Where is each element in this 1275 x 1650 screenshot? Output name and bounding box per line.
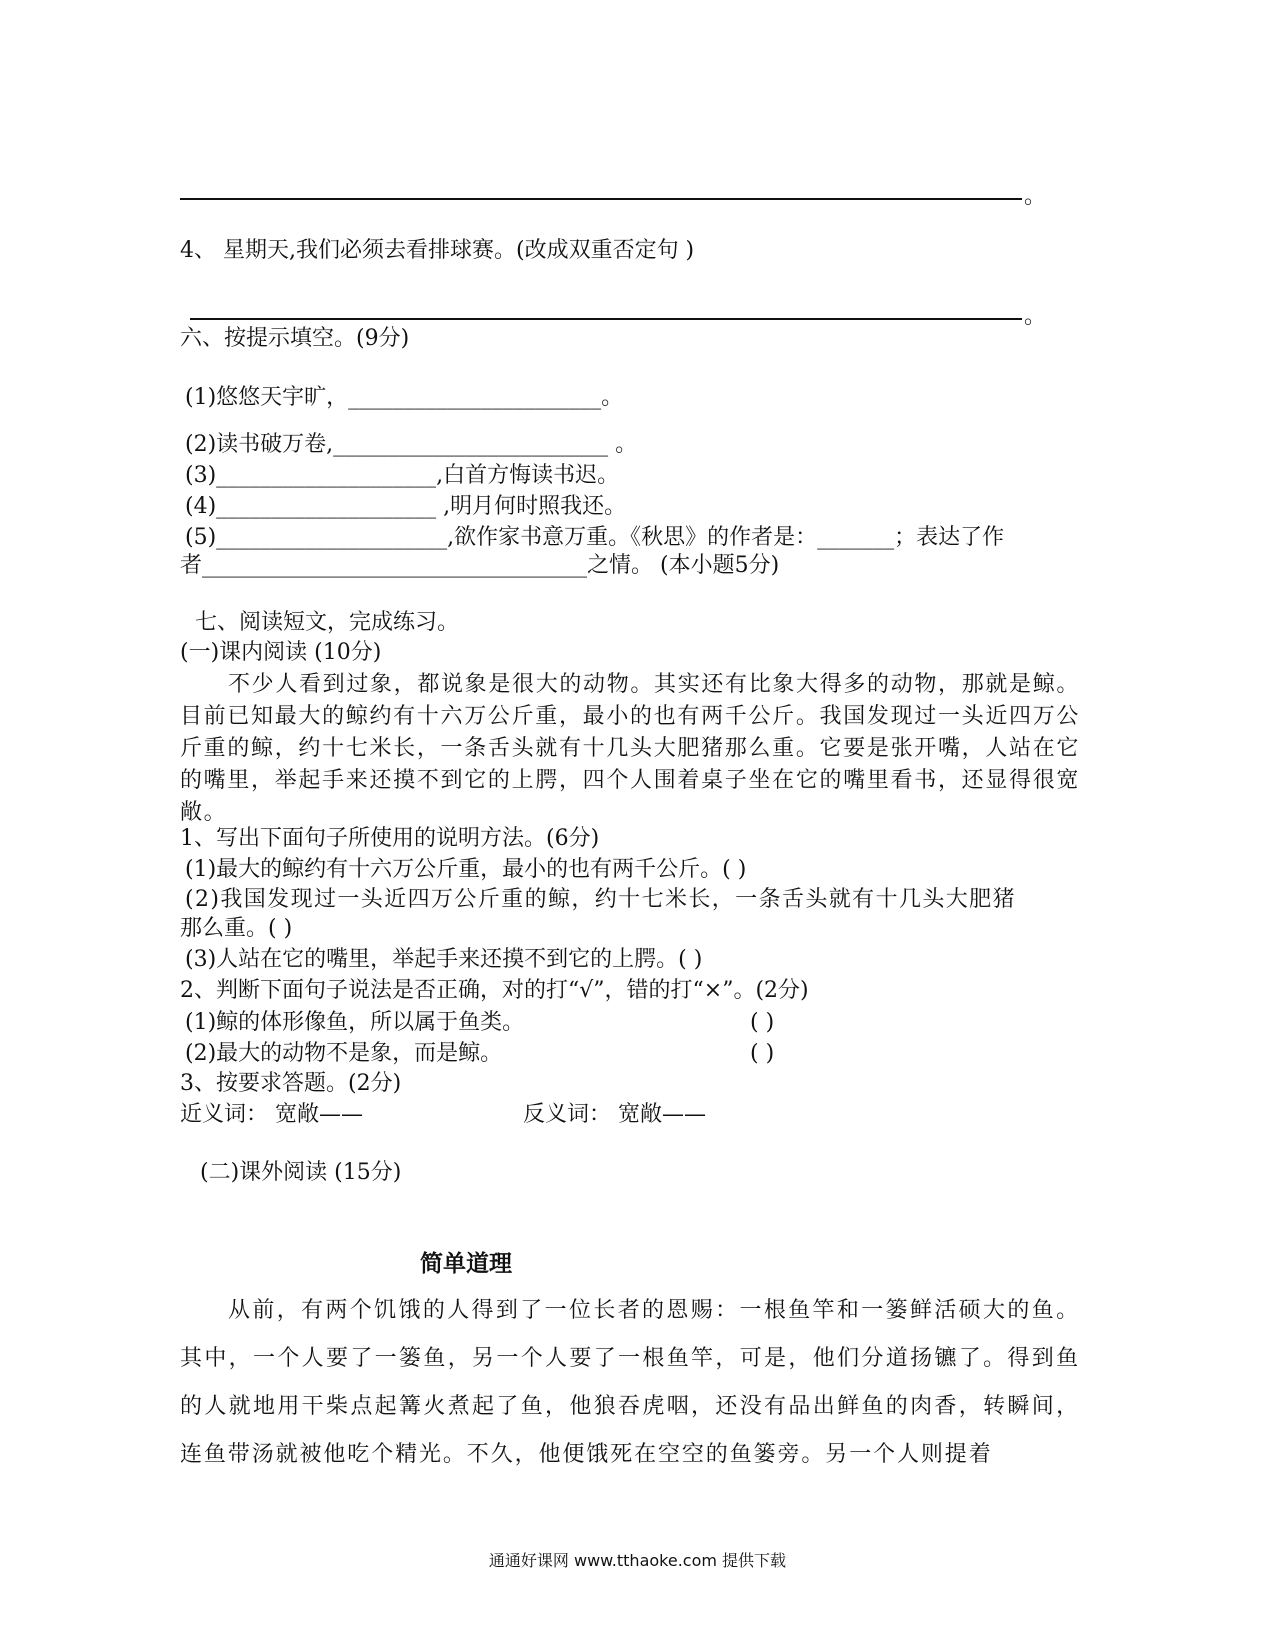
section-7-title: 七、阅读短文，完成练习。 bbox=[195, 610, 460, 635]
fill-item-4: (4)____________________ ,明月何时照我还。 bbox=[185, 494, 627, 519]
question-1: 1、写出下面句子所使用的说明方法。(6分) bbox=[180, 826, 600, 851]
question-1-3: (3)人站在它的嘴里，举起手来还摸不到它的上腭。( ) bbox=[185, 947, 703, 972]
answer-paren: ( ) bbox=[750, 1010, 775, 1035]
period-mark: 。 bbox=[1024, 304, 1047, 329]
fill-item-5: (5)_____________________,欲作家书意万重。《秋思》的作者是：_______；表达了作 bbox=[185, 525, 1005, 550]
fill-item-2: (2)读书破万卷,_________________________ 。 bbox=[185, 432, 638, 457]
page-footer: 通通好课网 www.tthaoke.com 提供下载 bbox=[488, 1551, 787, 1570]
fill-item-5-cont: 者___________________________________之情。 (本小题5分) bbox=[180, 553, 780, 578]
question-1-2-cont: 那么重。( ) bbox=[180, 916, 293, 941]
question-1-1: (1)最大的鲸约有十六万公斤重，最小的也有两千公斤。( ) bbox=[185, 857, 747, 882]
subsection-1-title: (一)课内阅读 (10分) bbox=[180, 640, 382, 665]
synonym-prompt: 近义词： 宽敞—— bbox=[180, 1102, 363, 1127]
reading-passage-2: 从前，有两个饥饿的人得到了一位长者的恩赐：一根鱼竿和一篓鲜活硕大的鱼。其中，一个人要了一篓鱼，另一个人要了一根鱼竿，可是，他们分道扬镳了。得到鱼的人就地用干柴点起篝火煮起了鱼，他狼吞虎咽，还没有品出鲜鱼的肉香，转瞬间，连鱼带汤就被他吃个精光。不久，他便饿死在空空的鱼篓旁。另一个人则提着 bbox=[180, 1298, 1080, 1467]
antonym-prompt: 反义词： 宽敞—— bbox=[523, 1102, 706, 1127]
story-title: 简单道理 bbox=[420, 1251, 512, 1277]
section-6-title: 六、按提示填空。(9分) bbox=[180, 326, 410, 351]
question-3: 3、按要求答题。(2分) bbox=[180, 1071, 402, 1096]
question-4: 4、 星期天,我们必须去看排球赛。(改成双重否定句 ) bbox=[180, 238, 695, 263]
answer-line bbox=[180, 198, 1022, 200]
fill-item-3: (3)____________________,白首方悔读书迟。 bbox=[185, 463, 620, 488]
answer-paren: ( ) bbox=[750, 1041, 775, 1066]
subsection-2-title: (二)课外阅读 (15分) bbox=[200, 1160, 402, 1185]
question-2: 2、判断下面句子说法是否正确，对的打“√”，错的打“×”。(2分) bbox=[180, 978, 809, 1003]
question-1-2: (2)我国发现过一头近四万公斤重的鲸，约十七米长，一条舌头就有十几头大肥猪 bbox=[185, 887, 1016, 912]
question-2-2: (2)最大的动物不是象，而是鲸。 bbox=[185, 1041, 503, 1066]
reading-passage-1: 不少人看到过象，都说象是很大的动物。其实还有比象大得多的动物，那就是鲸。目前已知最大的鲸约有十六万公斤重，最小的也有两千公斤。我国发现过一头近四万公斤重的鲸，约十七米长，一条舌头就有十几头大肥猪那么重。它要是张开嘴，人站在它的嘴里，举起手来还摸不到它的上腭，四个人围着桌子坐在它的嘴里看书，还显得很宽敞。 bbox=[180, 672, 1080, 825]
question-2-1: (1)鲸的体形像鱼，所以属于鱼类。 bbox=[185, 1010, 525, 1035]
answer-line bbox=[190, 318, 1022, 320]
period-mark: 。 bbox=[1024, 184, 1047, 209]
fill-item-1: (1)悠悠天宇旷，_______________________。 bbox=[185, 385, 624, 410]
